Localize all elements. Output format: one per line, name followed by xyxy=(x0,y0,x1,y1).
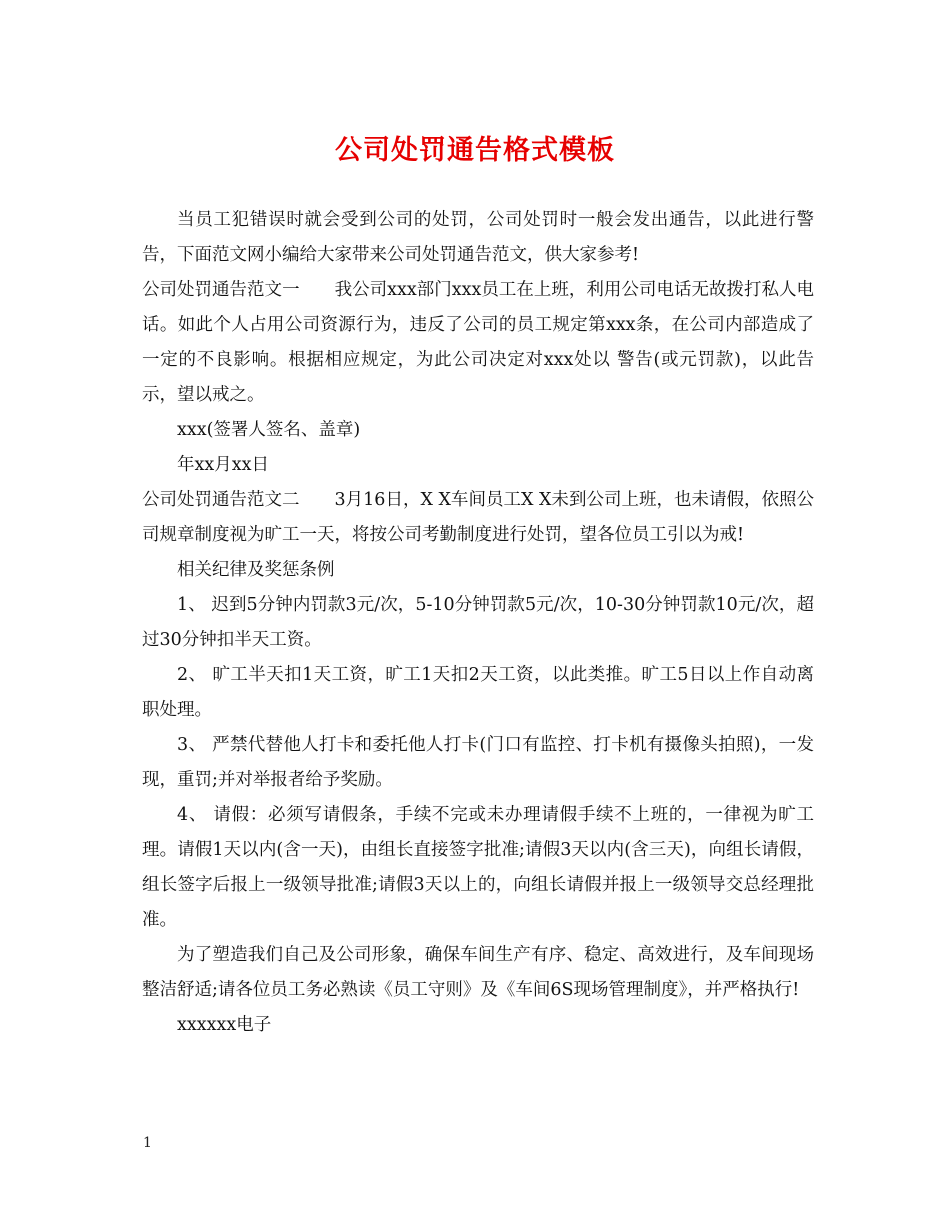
intro-paragraph: 当员工犯错误时就会受到公司的处罚，公司处罚时一般会发出通告，以此进行警告，下面范文网小编给大家带来公司处罚通告范文，供大家参考! xyxy=(142,210,814,265)
sample1-date: 年xx月xx日 xyxy=(177,455,269,475)
sample2-heading: 公司处罚通告范文二 xyxy=(142,490,300,510)
sample2-body: 3月16日，X X车间员工X X未到公司上班，也未请假，依照公司规章制度视为旷工一天，将按公司考勤制度进行处罚，望各位员工引以为戒! xyxy=(142,490,814,545)
rule-item-2: 2、 旷工半天扣1天工资，旷工1天扣2天工资，以此类推。旷工5日以上作自动离职处理。 xyxy=(142,665,814,720)
page-number: 1 xyxy=(143,1135,152,1151)
rule-item-3: 3、 严禁代替他人打卡和委托他人打卡(门口有监控、打卡机有摄像头拍照)，一发现，重罚;并对举报者给予奖励。 xyxy=(142,735,814,790)
sample1-signature: xxx(签署人签名、盖章) xyxy=(177,420,361,440)
sample2-paragraph xyxy=(142,483,814,553)
document-body xyxy=(142,203,814,1043)
document-title: 公司处罚通告格式模板 xyxy=(335,135,615,166)
sample1-paragraph xyxy=(142,273,814,413)
rule-item-1: 1、 迟到5分钟内罚款3元/次，5-10分钟罚款5元/次，10-30分钟罚款10元/次，超过30分钟扣半天工资。 xyxy=(142,595,814,650)
company-name: xxxxxx电子 xyxy=(177,1015,272,1035)
rule-item-4: 4、 请假：必须写请假条，手续不完或未办理请假手续不上班的，一律视为旷工理。请假1天以内(含一天)，由组长直接签字批准;请假3天以内(含三天)，向组长请假，组长签字后报上一级领导批准;请假3天以上的，向组长请假并报上一级领导交总经理批准。 xyxy=(142,805,814,930)
closing-paragraph: 为了塑造我们自己及公司形象，确保车间生产有序、稳定、高效进行，及车间现场整洁舒适;请各位员工务必熟读《员工守则》及《车间6S现场管理制度》，并严格执行! xyxy=(142,945,814,1000)
sample1-body: 我公司xxx部门xxx员工在上班，利用公司电话无故拨打私人电话。如此个人占用公司资源行为，违反了公司的员工规定第xxx条，在公司内部造成了一定的不良影响。根据相应规定，为此公司决定对xxx处以 警告(或元罚款)，以此告示，望以戒之。 xyxy=(142,280,815,405)
sample1-heading: 公司处罚通告范文一 xyxy=(142,280,300,300)
rules-heading: 相关纪律及奖惩条例 xyxy=(177,560,335,580)
